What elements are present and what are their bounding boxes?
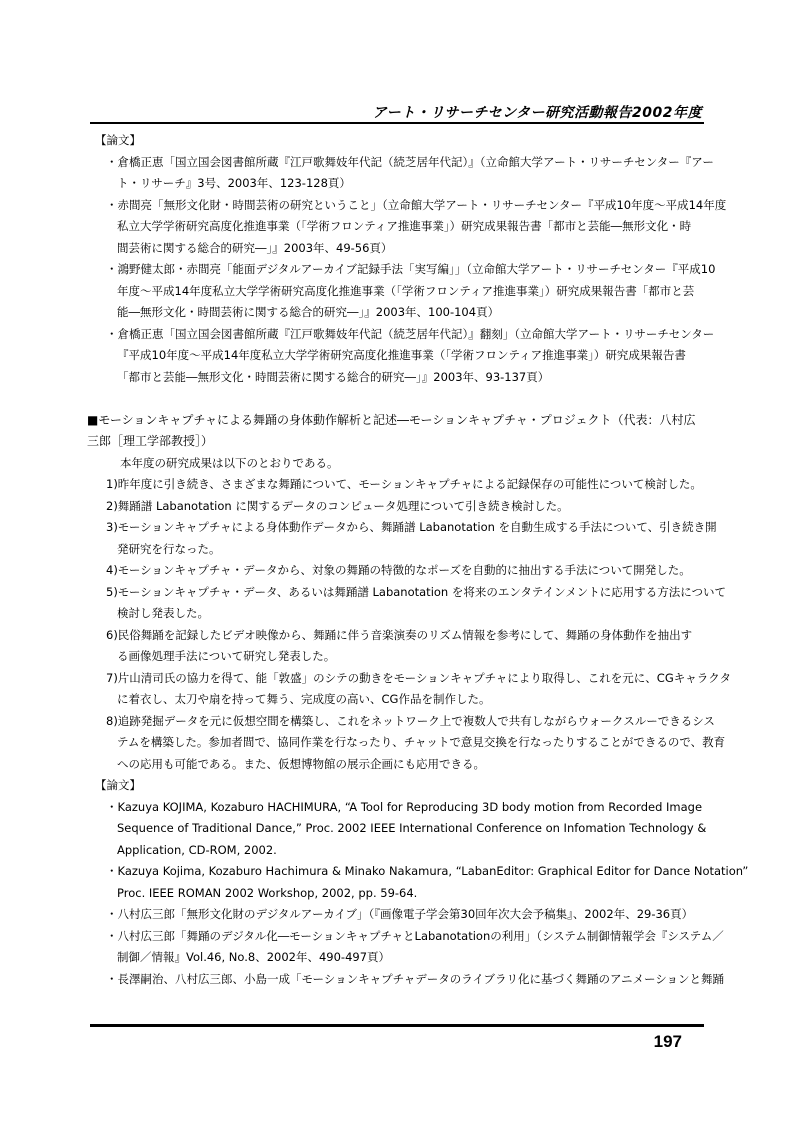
page-number: 197 <box>653 1032 682 1051</box>
text-line: 私立大学学術研究高度化推進事業（「学術フロンティア推進事業」）研究成果報告書「都市と芸能―無形文化・時 <box>117 219 692 233</box>
text-line: ・鴻野健太郎・赤間亮「能面デジタルアーカイブ記録手法「実写編」」（立命館大学アート・リサーチセンター『平成10 <box>106 262 716 276</box>
header-rule <box>90 122 704 124</box>
text-line: 1)昨年度に引き続き、さまざまな舞踊について、モーションキャプチャによる記録保存の可能性について検討した。 <box>106 477 702 491</box>
text-line: 2)舞踊譜 Labanotation に関するデータのコンピュータ処理について引き続き検討した。 <box>106 498 569 513</box>
text-line: 5)モーションキャプチャ・データ、あるいは舞踊譜 Labanotation を将来のエンタテインメントに応用する方法について <box>106 584 727 599</box>
text-line: 「都市と芸能―無形文化・時間芸術に関する総合的研究―」』2003年、93-137頁） <box>117 369 550 384</box>
text-line: 8)追跡発掘データを元に仮想空間を構築し、これをネットワーク上で複数人で共有しながらウォークスルーできるシス <box>106 713 715 728</box>
text-line: 『平成10年度～平成14年度私立大学学術研究高度化推進事業（「学術フロンティア推進事業」）研究成果報告書 <box>117 348 686 362</box>
text-line: 【論文】 <box>95 133 141 147</box>
text-line: Proc. IEEE ROMAN 2002 Workshop, 2002, pp. 59-64. <box>117 885 418 900</box>
text-line: 検討し発表した。 <box>117 606 209 620</box>
text-line: る画像処理手法について研究し発表した。 <box>117 649 336 663</box>
text-line: 三郎［理工学部教授］） <box>87 434 214 448</box>
text-line: ・Kazuya Kojima, Kozaburo Hachimura & Minako Nakamura, “LabanEditor: Graphical Editor for Dance Notation” <box>106 864 749 878</box>
text-line: Sequence of Traditional Dance,” Proc. 2002 IEEE International Conference on Infomation Technology & <box>117 821 707 835</box>
running-header <box>90 102 704 122</box>
text-line: への応用も可能である。また、仮想博物館の展示企画にも応用できる。 <box>117 756 485 771</box>
text-line: 【論文】 <box>95 778 141 792</box>
text-line: ・赤間亮「無形文化財・時間芸術の研究ということ」（立命館大学アート・リサーチセンター『平成10年度～平成14年度 <box>106 197 727 212</box>
text-line: ・八村広三郎「舞踊のデジタル化―モーションキャプチャとLabanotationの利用」（システム制御情報学会『システム／ <box>106 928 724 943</box>
text-line: ・倉橋正恵「国立国会図書館所蔵『江戸歌舞妓年代記（続芝居年代記）』翻刻」（立命館大学アート・リサーチセンター <box>106 326 715 341</box>
paragraph-gap <box>95 388 704 410</box>
header-title: アート・リサーチセンター研究活動報告2002年度 <box>372 105 702 121</box>
text-line: 能―無形文化・時間芸術に関する総合的研究―」』2003年、100-104頁） <box>117 305 500 319</box>
page-body <box>87 130 749 990</box>
text-line: 3)モーションキャプチャによる身体動作データから、舞踊譜 Labanotation を自動生成する手法について、引き続き開 <box>106 520 717 534</box>
text-line: 6)民俗舞踊を記録したビデオ映像から、舞踊に伴う音楽演奏のリズム情報を参考にして、舞踊の身体動作を抽出す <box>106 627 693 642</box>
text-line: ・八村広三郎「無形文化財のデジタルアーカイブ」（『画像電子学会第30回年次大会予稿集』、2002年、29-36頁） <box>106 907 694 921</box>
text-line: ・倉橋正恵「国立国会図書館所蔵『江戸歌舞妓年代記（続芝居年代記）』（立命館大学アート・リサーチセンター『アー <box>106 154 714 169</box>
text-line: 年度～平成14年度私立大学学術研究高度化推進事業（「学術フロンティア推進事業」）研究成果報告書「都市と芸 <box>117 283 695 298</box>
text-line: ・Kazuya KOJIMA, Kozaburo HACHIMURA, “A Tool for Reproducing 3D body motion from Recorded Image <box>106 799 703 814</box>
text-line: ■モーションキャプチャによる舞踊の身体動作解析と記述―モーションキャプチャ・プロジェクト（代表：八村広 <box>87 412 696 427</box>
text-line: 間芸術に関する総合的研究―」』2003年、49-56頁） <box>117 240 393 255</box>
text-line: 発研究を行なった。 <box>117 541 221 556</box>
text-line: 本年度の研究成果は以下のとおりである。 <box>120 455 339 470</box>
text-line: Application, CD-ROM, 2002. <box>117 842 277 857</box>
footer-rule <box>90 1024 704 1027</box>
text-line: 制御／情報』Vol.46, No.8、2002年、490-497頁） <box>117 950 391 964</box>
text-line: に着衣し、太刀や扇を持って舞う、完成度の高い、CG作品を制作した。 <box>117 692 491 706</box>
text-line: テムを構築した。参加者間で、協同作業を行なったり、チャットで意見交換を行なったりすることができるので、教育 <box>117 735 726 749</box>
text-line: 7)片山清司氏の協力を得て、能「敦盛」のシテの動きをモーションキャプチャにより取得し、これを元に、CGキャラクタ <box>106 670 732 685</box>
text-line: ト・リサーチ』3号、2003年、123-128頁） <box>117 176 351 190</box>
text-line: 4)モーションキャプチャ・データから、対象の舞踊の特徴的なポーズを自動的に抽出する手法について開発した。 <box>106 563 691 577</box>
text-line: ・長澤嗣治、八村広三郎、小島一成「モーションキャプチャデータのライブラリ化に基づく舞踊のアニメーションと舞踊 <box>106 971 725 986</box>
